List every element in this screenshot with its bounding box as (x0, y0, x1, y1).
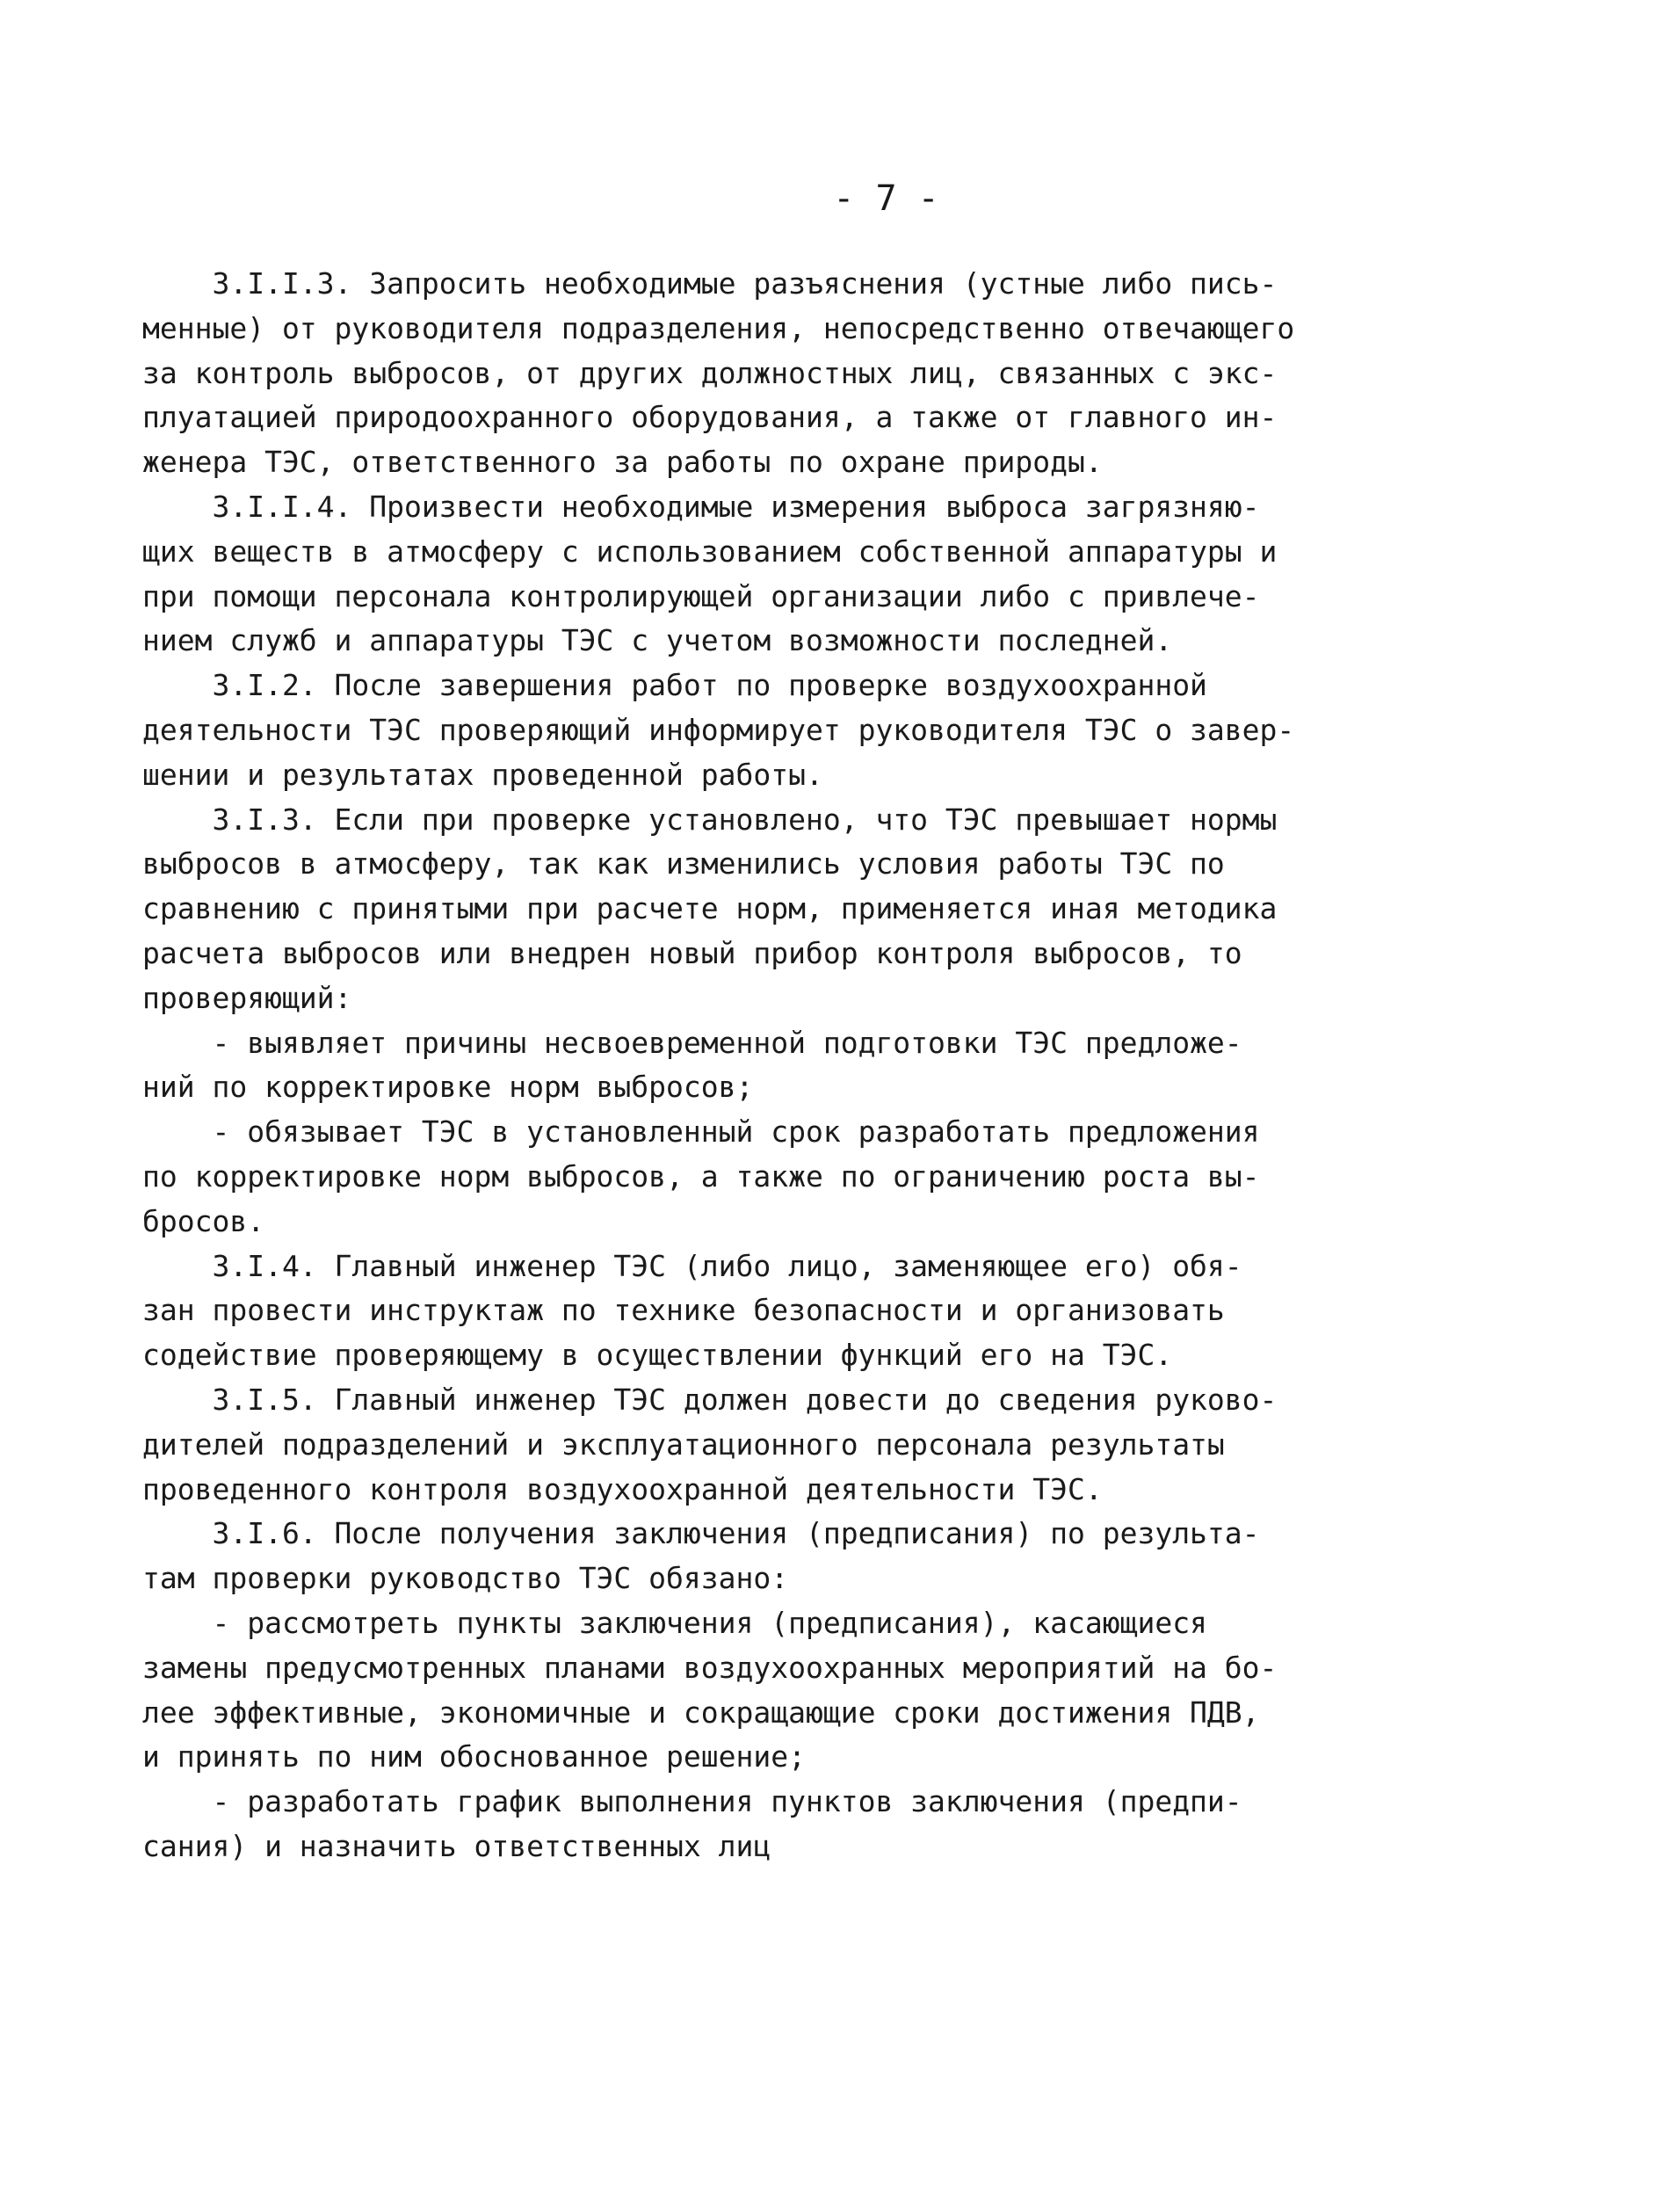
text-line: 3.I.6. После получения заключения (предписания) по результа- (142, 1516, 1260, 1550)
text-line: деятельности ТЭС проверяющий информирует руководителя ТЭС о завер- (142, 713, 1295, 747)
text-line: - рассмотреть пункты заключения (предписания), касающиеся (142, 1606, 1207, 1640)
text-line: менные) от руководителя подразделения, непосредственно отвечающего (142, 311, 1295, 345)
text-line: щих веществ в атмосферу с использованием собственной аппаратуры и (142, 534, 1278, 569)
page-number: - 7 - (833, 178, 939, 219)
text-line: там проверки руководство ТЭС обязано: (142, 1561, 789, 1595)
text-line: 3.I.2. После завершения работ по проверке воздухоохранной (142, 668, 1207, 702)
text-line: 3.I.4. Главный инженер ТЭС (либо лицо, заменяющее его) обя- (142, 1249, 1242, 1283)
text-line: дителей подразделений и эксплуатационного персонала результаты (142, 1427, 1225, 1462)
text-line: расчета выбросов или внедрен новый прибор контроля выбросов, то (142, 936, 1242, 970)
text-line: 3.I.3. Если при проверке установлено, что ТЭС превышает нормы (142, 802, 1278, 837)
text-line: плуатацией природоохранного оборудования, а также от главного ин- (142, 400, 1278, 434)
text-line: сравнению с принятыми при расчете норм, применяется иная методика (142, 891, 1278, 925)
text-line: проведенного контроля воздухоохранной деятельности ТЭС. (142, 1472, 1103, 1506)
text-line: проверяющий: (142, 981, 352, 1015)
text-line: сания) и назначить ответственных лиц (142, 1829, 771, 1863)
text-line: женера ТЭС, ответственного за работы по охране природы. (142, 445, 1103, 479)
text-line: 3.I.5. Главный инженер ТЭС должен довести до сведения руково- (142, 1383, 1278, 1417)
text-line: 3.I.I.3. Запросить необходимые разъяснения (устные либо пись- (142, 266, 1278, 301)
text-line: бросов. (142, 1204, 265, 1238)
text-line: - обязывает ТЭС в установленный срок разработать предложения (142, 1114, 1260, 1149)
text-line: - разработать график выполнения пунктов заключения (предпи- (142, 1784, 1242, 1818)
text-line: шении и результатах проведенной работы. (142, 758, 823, 792)
text-line: - выявляет причины несвоевременной подготовки ТЭС предложе- (142, 1026, 1242, 1060)
text-line: лее эффективные, экономичные и сокращающие сроки достижения ПДВ, (142, 1695, 1260, 1730)
text-line: нием служб и аппаратуры ТЭС с учетом возможности последней. (142, 623, 1173, 657)
text-line: и принять по ним обоснованное решение; (142, 1739, 806, 1774)
text-line: по корректировке норм выбросов, а также по ограничению роста вы- (142, 1159, 1260, 1194)
text-line: ний по корректировке норм выбросов; (142, 1070, 754, 1104)
text-line: за контроль выбросов, от других должностных лиц, связанных с экс- (142, 356, 1278, 390)
text-line: выбросов в атмосферу, так как изменились условия работы ТЭС по (142, 846, 1225, 881)
text-line: 3.I.I.4. Произвести необходимые измерения выброса загрязняю- (142, 490, 1260, 524)
text-line: при помощи персонала контролирующей организации либо с привлече- (142, 579, 1260, 613)
text-line: содействие проверяющему в осуществлении функций его на ТЭС. (142, 1338, 1173, 1372)
text-line: замены предусмотренных планами воздухоохранных мероприятий на бо- (142, 1651, 1278, 1685)
text-line: зан провести инструктаж по технике безопасности и организовать (142, 1293, 1225, 1327)
